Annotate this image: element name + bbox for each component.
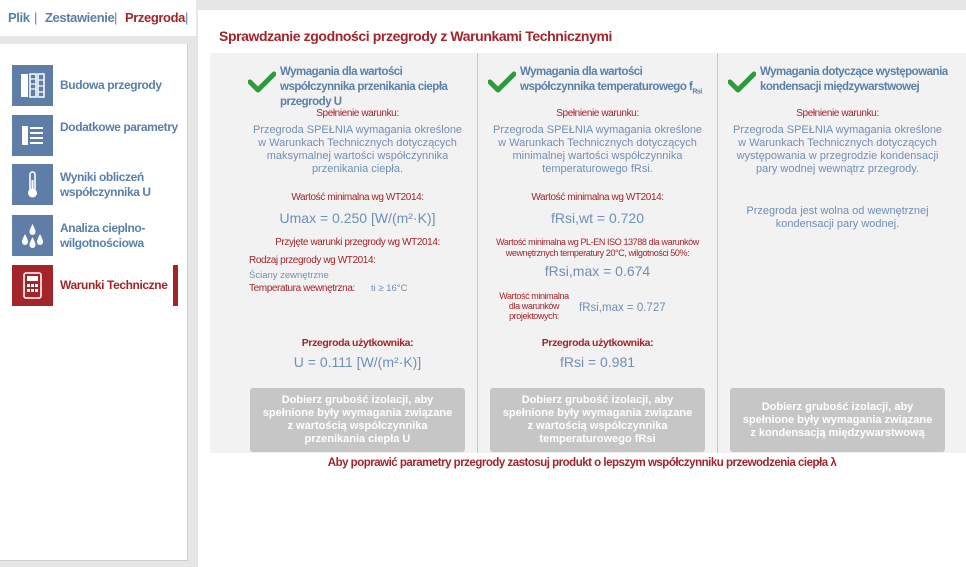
menu-file[interactable]: Plik <box>8 10 30 25</box>
user-partition-label: Przegroda użytkownika: <box>541 337 654 349</box>
sidebar-item-u-results[interactable] <box>12 164 178 205</box>
improvement-hint: Aby poprawić parametry przegrody zastosuj produkt o lepszym współczynniku przewodzenia ciepła λ <box>327 457 837 469</box>
fulfilment-text: Przegroda SPEŁNIA wymagania określone w Warunkach Technicznych dotyczących maksymalnej wartości współczynnika przenikania ciepła. <box>252 124 463 175</box>
menu-separator: | <box>34 10 38 25</box>
column-heading-text: Wymagania dla wartości współczynnika temperaturowego f <box>520 66 693 93</box>
min-value-label: Wartość minimalna wg WT2014: <box>291 192 424 203</box>
active-indicator <box>173 265 178 306</box>
sidebar-item-parameters[interactable] <box>12 115 178 156</box>
internal-temp-label: Temperatura wewnętrzna: <box>249 283 355 294</box>
user-partition-label: Przegroda użytkownika: <box>301 337 414 349</box>
menu-partition[interactable]: Przegroda <box>125 10 185 25</box>
main-panel <box>198 10 966 567</box>
fulfilment-text: Przegroda SPEŁNIA wymagania określone w Warunkach Technicznych dotyczących występowania w przegrodzie kondensacji pary wodnej wewnątrz przegrody. <box>732 124 943 175</box>
u-value: U = 0.111 [W/(m²·K)] <box>293 354 422 370</box>
condensation-free-text: Przegroda jest wolna od wewnętrznej kondensacji pary wodnej. <box>746 205 929 230</box>
adjust-insulation-condensation-button[interactable]: Dobierz grubość izolacji, aby spełnione były wymagania związane z kondensacją międzywarstwową <box>730 388 945 452</box>
column-heading-subscript: Rsi <box>692 88 702 96</box>
check-icon <box>248 71 276 93</box>
requirements-columns <box>210 53 966 453</box>
column-heading: Wymagania dla wartości współczynnika przenikania ciepła przegrody U <box>280 66 448 108</box>
fulfilment-label: Spełnienie warunku: <box>796 108 879 119</box>
list-icon <box>12 115 53 156</box>
iso-min-label: Wartość minimalna wg PL-EN ISO 13788 dla warunków wewnętrznych temperatury 20°C, wilgotności 50%: <box>496 237 699 258</box>
partition-type-value: Ściany zewnętrzne <box>249 270 329 281</box>
frsi-user-value: fRsi = 0.981 <box>559 354 636 370</box>
menu-summary[interactable]: Zestawienie <box>45 10 115 25</box>
page-title: Sprawdzanie zgodności przegrody z Warunkami Technicznymi <box>219 28 613 44</box>
frsi-wt-value: fRsi,wt = 0.720 <box>551 210 644 226</box>
assumed-conditions-label: Przyjęte warunki przegrody wg WT2014: <box>275 237 440 248</box>
frsi-project-value: fRsi,max = 0.727 <box>579 302 666 314</box>
sidebar-item-hygrothermal[interactable] <box>12 215 178 256</box>
layers-icon <box>12 65 53 106</box>
sidebar-item-label: Warunki Techniczne <box>60 278 168 292</box>
menu-separator: | <box>185 10 189 25</box>
umax-value: Umax = 0.250 [W/(m²·K)] <box>279 210 436 226</box>
frsi-iso-value: fRsi,max = 0.674 <box>544 263 651 279</box>
check-icon <box>728 71 756 93</box>
menu-separator: | <box>114 10 118 25</box>
adjust-insulation-u-button[interactable]: Dobierz grubość izolacji, aby spełnione były wymagania związane z wartością współczynnika przenikania ciepła U <box>250 388 465 452</box>
sidebar-item-structure[interactable] <box>12 65 178 106</box>
fulfilment-label: Spełnienie warunku: <box>316 108 399 119</box>
thermometer-icon <box>12 164 53 205</box>
sidebar-item-label: Wyniki obliczeń współczynnika U <box>60 170 151 199</box>
column-heading: Wymagania dotyczące występowania kondensacji międzywarstwowej <box>760 66 948 93</box>
min-value-label: Wartość minimalna wg WT2014: <box>531 192 664 203</box>
fulfilment-label: Spełnienie warunku: <box>556 108 639 119</box>
adjust-insulation-frsi-button[interactable]: Dobierz grubość izolacji, aby spełnione były wymagania związane z wartością współczynnika temperaturowego fRsi <box>490 388 705 452</box>
internal-temp-value: ti ≥ 16°C <box>371 283 408 294</box>
sidebar-item-label: Dodatkowe parametry <box>60 120 178 134</box>
sidebar-item-label: Budowa przegrody <box>60 78 162 92</box>
droplets-icon <box>12 215 53 256</box>
project-min-label: Wartość minimalna dla warunków projektowych: <box>499 291 569 321</box>
top-menu <box>0 0 196 36</box>
fulfilment-text: Przegroda SPEŁNIA wymagania określone w Warunkach Technicznych dotyczących minimalnej wartości współczynnika temperaturowego fRsi. <box>492 124 703 175</box>
column-heading <box>520 65 710 99</box>
check-icon <box>488 71 516 93</box>
sidebar-item-technical-conditions[interactable] <box>12 265 178 306</box>
sidebar <box>0 44 188 561</box>
partition-type-label: Rodzaj przegrody wg WT2014: <box>249 255 376 266</box>
sidebar-item-label: Analiza cieplno-wilgotnościowa <box>60 221 145 250</box>
calculator-icon <box>12 265 53 306</box>
